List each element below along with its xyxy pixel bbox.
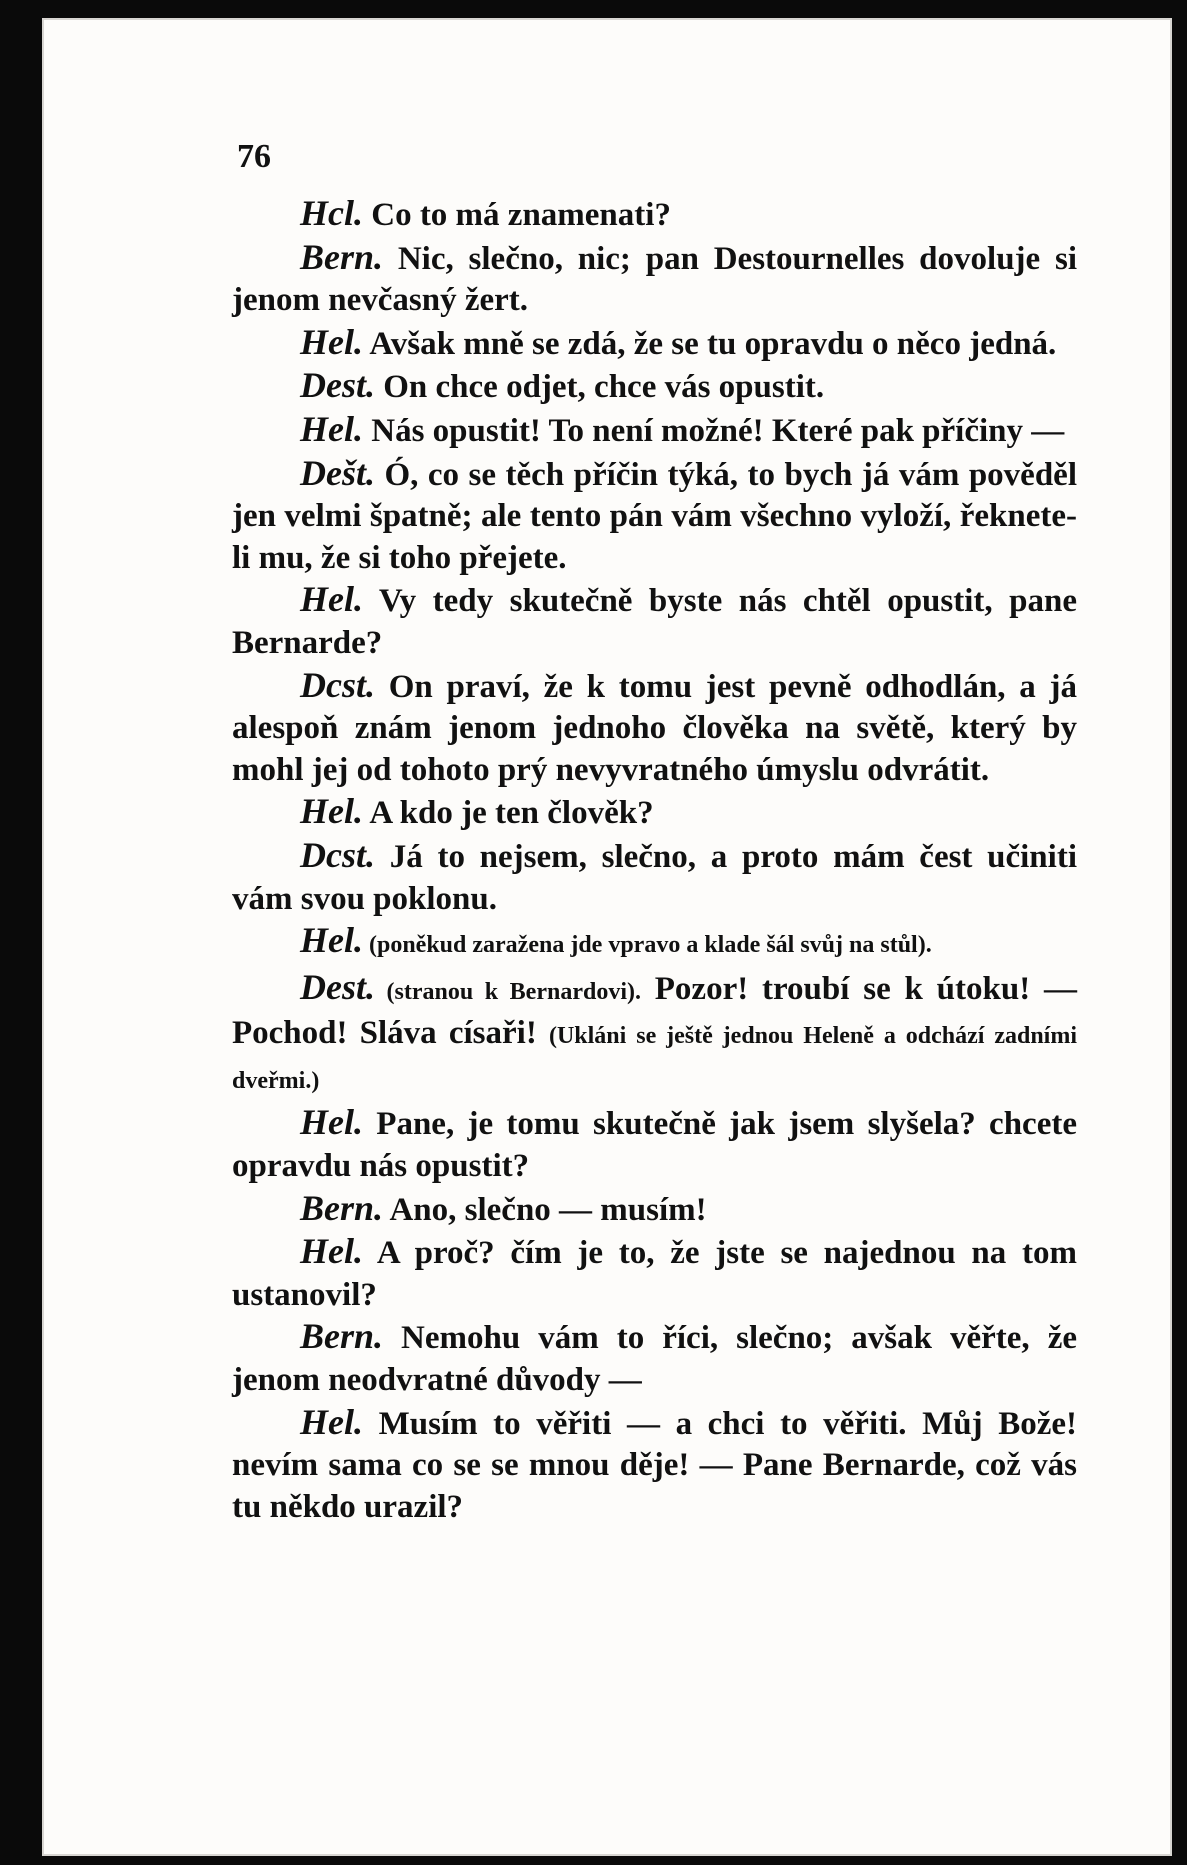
dialogue-paragraph xyxy=(232,409,1077,453)
dialogue-paragraph xyxy=(232,835,1077,920)
speech-text: Nemohu vám to říci, slečno; avšak věřte, že jenom neodvratné důvody — xyxy=(232,1320,1077,1399)
speech-text: On praví, že k tomu jest pevně odhodlán, a já alespoň znám jenom jednoho člověka na světě, který by mohl jej od tohoto prý nevyvratného úmyslu odvrátit. xyxy=(232,668,1077,788)
page-number: 76 xyxy=(237,138,271,175)
speech-text: Pane, je tomu skutečně jak jsem slyšela? chcete opravdu nás opustit? xyxy=(232,1106,1077,1185)
speaker-name: Dcst. xyxy=(300,664,375,705)
stage-direction: (Ukláni se ještě jednou Heleně a odchází zadními dveřmi.) xyxy=(232,1023,1077,1094)
speaker-name: Hel. xyxy=(300,1401,363,1442)
speech-text: Pozor! troubí se k útoku! — Pochod! Sláva císaři! xyxy=(232,970,1077,1052)
stage-direction: (poněkud zaražena jde vpravo a klade šál svůj na stůl). xyxy=(362,932,932,959)
speech-text: A proč? čím je to, že jste se najednou na tom ustanovil? xyxy=(232,1235,1077,1313)
speaker-name: Hel. xyxy=(300,408,363,449)
speech-text: Musím to věřiti — a chci to věřiti. Můj Bože! nevím sama co se se mnou děje! — Pane Bernarde, což vás tu někdo urazil? xyxy=(232,1405,1077,1525)
dialogue-paragraph xyxy=(232,967,1077,1103)
dialogue-paragraph xyxy=(232,1231,1077,1316)
dialogue-paragraph xyxy=(232,237,1077,322)
speaker-name: Bern. xyxy=(300,1316,384,1357)
dialogue-paragraph xyxy=(232,920,1077,967)
speaker-name: Hel. xyxy=(300,1231,363,1272)
dialogue-paragraph xyxy=(232,791,1077,835)
dialogue-paragraph xyxy=(232,365,1077,409)
speech-text: Co to má znamenati? xyxy=(362,197,671,233)
speaker-name: Dcst. xyxy=(300,834,375,875)
stage-direction: (stranou k Bernardovi). xyxy=(375,978,641,1005)
speech-text: Avšak mně se zdá, že se tu opravdu o něco jedná. xyxy=(362,325,1057,362)
dialogue-paragraph xyxy=(232,1102,1077,1187)
dialogue-paragraph xyxy=(232,193,1077,237)
dialogue-paragraph xyxy=(232,665,1077,792)
speaker-name: Bern. xyxy=(300,1187,384,1228)
speaker-name: Dest. xyxy=(300,966,375,1007)
speech-text: A kdo je ten člověk? xyxy=(362,795,654,832)
speaker-name: Dest. xyxy=(300,365,375,406)
dialogue-paragraph xyxy=(232,579,1077,664)
speech-text: Ano, slečno — musím! xyxy=(383,1191,707,1228)
dialogue-paragraph xyxy=(232,1316,1077,1401)
dialogue-paragraph xyxy=(232,322,1077,366)
dialogue-paragraph xyxy=(232,1402,1077,1529)
speech-text: Nás opustit! To není možné! Které pak příčiny — xyxy=(362,412,1065,449)
book-page xyxy=(42,18,1172,1856)
speech-text: Nic, slečno, nic; pan Destournelles dovoluje si jenom nevčasný žert. xyxy=(232,240,1077,319)
speaker-name: Hcl. xyxy=(300,193,363,233)
speech-text: Já to nejsem, slečno, a proto mám čest učiniti vám svou poklonu. xyxy=(232,838,1077,917)
speaker-name: Hel. xyxy=(300,1102,363,1143)
speaker-name: Dešt. xyxy=(300,452,375,493)
speech-text: On chce odjet, chce vás opustit. xyxy=(375,369,825,406)
dialogue-text xyxy=(232,193,1077,1528)
speech-text: Ó, co se těch příčin týká, to bych já vám pověděl jen velmi špatně; ale tento pán vám všechno vyloží, řeknete-li mu, že si toho přejete. xyxy=(232,456,1077,576)
speaker-name: Hel. xyxy=(300,791,363,832)
speaker-name: Hel. xyxy=(300,579,363,620)
dialogue-paragraph xyxy=(232,453,1077,580)
speaker-name: Hel. xyxy=(300,321,363,362)
speaker-name: Hel. xyxy=(300,920,363,961)
dialogue-paragraph xyxy=(232,1188,1077,1232)
speaker-name: Bern. xyxy=(300,236,384,277)
speech-text: Vy tedy skutečně byste nás chtěl opustit, pane Bernarde? xyxy=(232,583,1077,661)
